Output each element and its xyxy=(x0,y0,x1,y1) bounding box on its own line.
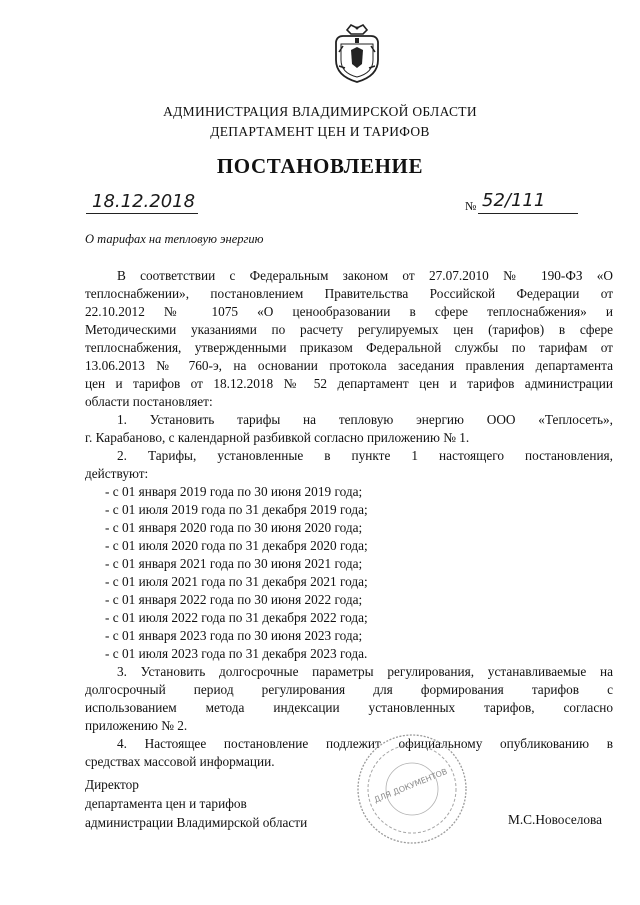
position-line: Директор xyxy=(85,777,139,792)
item-3-line: 3. Установить долгосрочные параметры регулирования, устанавливаемые на xyxy=(117,664,613,679)
period-item: - с 01 января 2021 года по 30 июня 2021 года; xyxy=(105,556,363,571)
period-item: - с 01 июля 2022 года по 31 декабря 2022 года; xyxy=(105,610,368,625)
period-item: - с 01 июля 2020 года по 31 декабря 2020 года; xyxy=(105,538,368,553)
period-item: - с 01 июля 2021 года по 31 декабря 2021 года; xyxy=(105,574,368,589)
item-4-line: 4. Настоящее постановление подлежит официальному опубликованию в xyxy=(117,736,613,751)
body-line: 13.06.2013 № 760-э, на основании протокола заседания правления департамента xyxy=(85,358,613,373)
item-2-line: действуют: xyxy=(85,466,149,481)
period-item: - с 01 января 2023 года по 30 июня 2023 года; xyxy=(105,628,363,643)
item-3-line: приложению № 2. xyxy=(85,718,188,733)
body-line: теплоснабжения, утвержденными приказом Федеральной службы по тарифам от xyxy=(85,340,613,355)
period-item: - с 01 июля 2019 года по 31 декабря 2019 года; xyxy=(105,502,368,517)
document-subject: О тарифах на тепловую энергию xyxy=(85,232,264,246)
organization-name: АДМИНИСТРАЦИЯ ВЛАДИМИРСКОЙ ОБЛАСТИ xyxy=(163,104,477,119)
item-1-line: г. Карабаново, с календарной разбивкой согласно приложению № 1. xyxy=(85,430,470,445)
coat-of-arms-icon xyxy=(333,24,381,84)
number-underline xyxy=(478,213,578,214)
period-item: - с 01 января 2022 года по 30 июня 2022 года; xyxy=(105,592,363,607)
position-line: администрации Владимирской области xyxy=(85,815,308,830)
position-line: департамента цен и тарифов xyxy=(85,796,247,811)
body-line: области постановляет: xyxy=(85,394,213,409)
document-title: ПОСТАНОВЛЕНИЕ xyxy=(216,154,424,178)
item-2-line: 2. Тарифы, установленные в пункте 1 настоящего постановления, xyxy=(117,448,613,463)
period-item: - с 01 июля 2023 года по 31 декабря 2023 года. xyxy=(105,646,368,661)
body-line: 22.10.2012 № 1075 «О ценообразовании в сфере теплоснабжения» и xyxy=(85,304,613,319)
body-line: В соответствии с Федеральным законом от 27.07.2010 № 190-ФЗ «О xyxy=(117,268,613,283)
department-name: ДЕПАРТАМЕНТ ЦЕН И ТАРИФОВ xyxy=(210,124,430,139)
period-item: - с 01 января 2019 года по 30 июня 2019 года; xyxy=(105,484,363,499)
date-underline xyxy=(86,213,198,214)
document-body xyxy=(85,267,613,771)
signatory-name: М.С.Новоселова xyxy=(508,812,603,827)
body-line: цен и тарифов от 18.12.2018 № 52 департамент цен и тарифов администрации xyxy=(85,376,613,391)
item-4-line: средствах массовой информации. xyxy=(85,754,275,769)
item-3-line: долгосрочный период регулирования для формирования тарифов с xyxy=(85,682,613,697)
document-number: 52/111 xyxy=(482,190,546,211)
body-line: теплоснабжении», постановлением Правительства Российской Федерации от xyxy=(85,286,613,301)
official-stamp-icon xyxy=(356,733,468,845)
item-3-line: использованием метода индексации установленных тарифов, согласно xyxy=(85,700,613,715)
signatory-position xyxy=(85,775,307,832)
number-label: № xyxy=(465,199,477,213)
item-1-line: 1. Установить тарифы на тепловую энергию ООО «Теплосеть», xyxy=(117,412,613,427)
stamp-text: ДЛЯ ДОКУМЕНТОВ xyxy=(372,766,449,805)
body-line: Методическими указаниями по расчету регулируемых цен (тарифов) в сфере xyxy=(85,322,613,337)
period-item: - с 01 января 2020 года по 30 июня 2020 года; xyxy=(105,520,363,535)
document-date: 18.12.2018 xyxy=(92,191,196,212)
